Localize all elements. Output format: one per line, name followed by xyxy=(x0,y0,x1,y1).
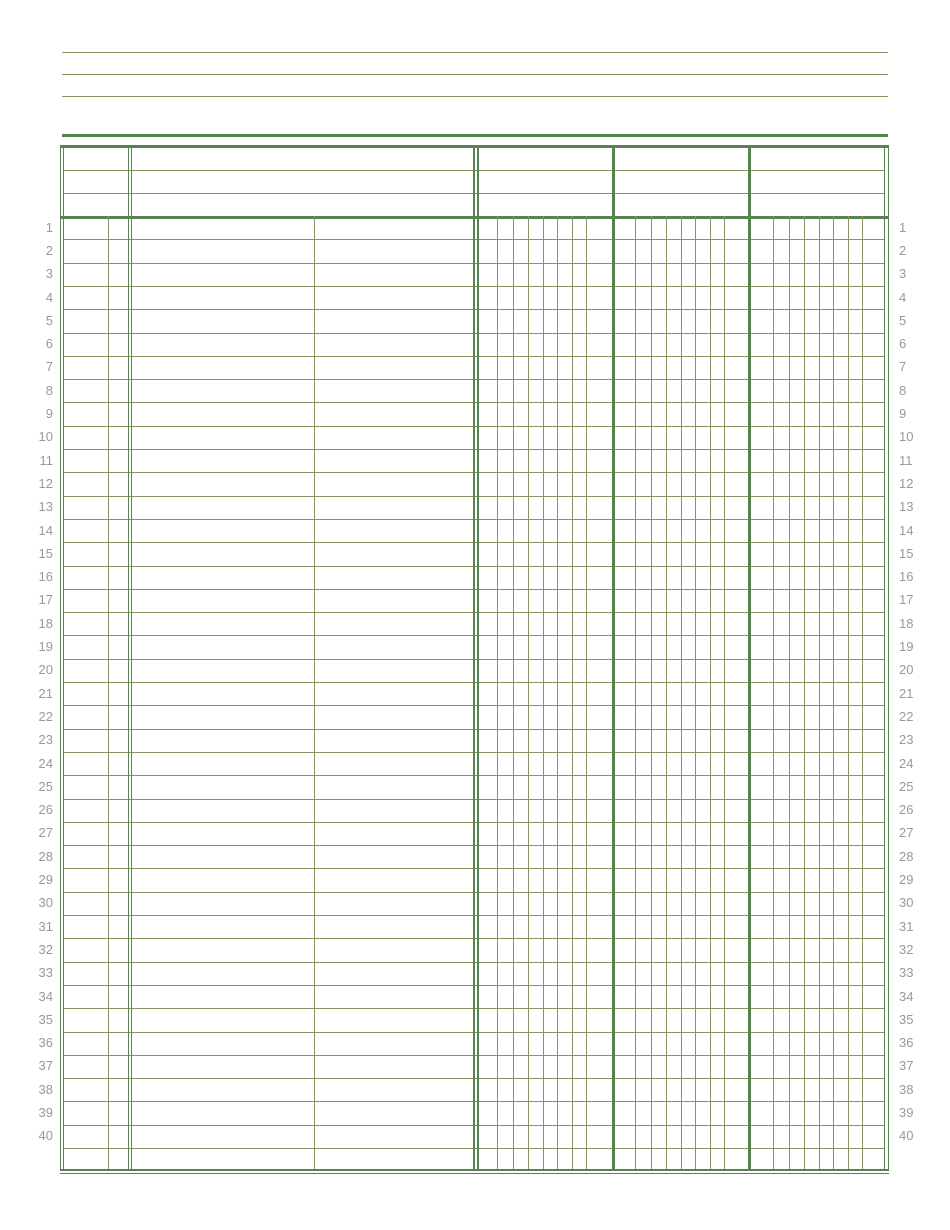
row-number-left: 24 xyxy=(38,756,53,771)
body-column-rule xyxy=(848,216,849,1169)
row-number-left: 6 xyxy=(45,336,53,351)
row-number-left: 28 xyxy=(38,849,53,864)
row-number-left: 21 xyxy=(38,686,53,701)
row-number-right: 1 xyxy=(899,220,907,235)
row-number-left: 35 xyxy=(38,1012,53,1027)
body-column-rule xyxy=(543,216,544,1169)
date-column-double-rule-a xyxy=(128,145,129,1171)
row-number-left: 23 xyxy=(38,732,53,747)
body-column-rule xyxy=(635,216,636,1169)
body-column-rule xyxy=(724,216,725,1169)
row-number-right: 22 xyxy=(899,709,914,724)
row-number-right: 8 xyxy=(899,383,907,398)
row-number-left: 34 xyxy=(38,989,53,1004)
row-number-right: 38 xyxy=(899,1082,914,1097)
row-number-right: 16 xyxy=(899,569,914,584)
row-number-right: 9 xyxy=(899,406,907,421)
row-number-left: 29 xyxy=(38,872,53,887)
body-column-rule xyxy=(789,216,790,1169)
row-number-right: 23 xyxy=(899,732,914,747)
row-number-left: 19 xyxy=(38,639,53,654)
row-number-right: 34 xyxy=(899,989,914,1004)
row-number-right: 10 xyxy=(899,429,914,444)
row-number-left: 8 xyxy=(45,383,53,398)
body-column-rule xyxy=(497,216,498,1169)
table-bottom-border-2 xyxy=(60,1173,889,1174)
row-number-left: 31 xyxy=(38,919,53,934)
row-number-left: 16 xyxy=(38,569,53,584)
row-number-right: 36 xyxy=(899,1035,914,1050)
writein-line xyxy=(62,52,888,53)
body-column-rule xyxy=(681,216,682,1169)
left-border-outer xyxy=(60,145,61,1171)
row-number-right: 13 xyxy=(899,499,914,514)
row-number-left: 1 xyxy=(45,220,53,235)
row-number-left: 26 xyxy=(38,802,53,817)
row-number-right: 17 xyxy=(899,592,914,607)
body-column-rule xyxy=(586,216,587,1169)
row-number-right: 33 xyxy=(899,965,914,980)
body-column-rule xyxy=(695,216,696,1169)
body-column-rule xyxy=(557,216,558,1169)
row-number-left: 39 xyxy=(38,1105,53,1120)
group3-heavy-rule xyxy=(748,145,751,1171)
row-number-right: 32 xyxy=(899,942,914,957)
row-number-right: 12 xyxy=(899,476,914,491)
row-number-left: 33 xyxy=(38,965,53,980)
row-number-right: 27 xyxy=(899,825,914,840)
row-number-left: 37 xyxy=(38,1058,53,1073)
row-number-right: 29 xyxy=(899,872,914,887)
body-column-rule xyxy=(773,216,774,1169)
body-column-rule xyxy=(651,216,652,1169)
row-number-right: 37 xyxy=(899,1058,914,1073)
ledger-grid xyxy=(60,145,889,1175)
right-border-outer xyxy=(888,145,889,1171)
body-column-rule xyxy=(666,216,667,1169)
row-number-right: 4 xyxy=(899,290,907,305)
row-number-right: 15 xyxy=(899,546,914,561)
group1-double-rule-b xyxy=(477,145,479,1171)
row-number-left: 4 xyxy=(45,290,53,305)
row-number-left: 15 xyxy=(38,546,53,561)
group1-double-rule-a xyxy=(473,145,475,1171)
row-number-left: 36 xyxy=(38,1035,53,1050)
row-number-right: 25 xyxy=(899,779,914,794)
row-number-right: 19 xyxy=(899,639,914,654)
body-column-rule xyxy=(513,216,514,1169)
row-number-left: 5 xyxy=(45,313,53,328)
row-number-right: 31 xyxy=(899,919,914,934)
row-number-right: 6 xyxy=(899,336,907,351)
row-number-right: 39 xyxy=(899,1105,914,1120)
row-number-left: 2 xyxy=(45,243,53,258)
writein-line xyxy=(62,96,888,97)
row-number-right: 3 xyxy=(899,266,907,281)
row-number-left: 30 xyxy=(38,895,53,910)
row-number-left: 38 xyxy=(38,1082,53,1097)
row-number-right: 35 xyxy=(899,1012,914,1027)
row-number-left: 10 xyxy=(38,429,53,444)
row-number-right: 26 xyxy=(899,802,914,817)
row-number-left: 25 xyxy=(38,779,53,794)
row-number-left: 12 xyxy=(38,476,53,491)
row-number-left: 13 xyxy=(38,499,53,514)
row-number-right: 18 xyxy=(899,616,914,631)
row-number-right: 40 xyxy=(899,1128,914,1143)
row-number-right: 11 xyxy=(899,453,913,468)
right-border-inner xyxy=(884,145,885,1171)
row-number-left: 32 xyxy=(38,942,53,957)
row-number-left: 20 xyxy=(38,662,53,677)
row-number-right: 7 xyxy=(899,359,907,374)
row-number-right: 20 xyxy=(899,662,914,677)
row-number-left: 27 xyxy=(38,825,53,840)
body-column-rule xyxy=(572,216,573,1169)
row-number-right: 30 xyxy=(899,895,914,910)
row-number-right: 5 xyxy=(899,313,907,328)
body-column-rule xyxy=(528,216,529,1169)
row-number-left: 11 xyxy=(39,453,53,468)
left-border-inner xyxy=(63,145,64,1171)
separator-heavy-rule xyxy=(62,134,888,137)
row-number-left: 18 xyxy=(38,616,53,631)
row-number-left: 3 xyxy=(45,266,53,281)
body-column-rule xyxy=(819,216,820,1169)
body-column-rule xyxy=(710,216,711,1169)
body-column-rule xyxy=(108,216,109,1169)
row-number-right: 14 xyxy=(899,523,914,538)
row-number-right: 24 xyxy=(899,756,914,771)
row-number-right: 28 xyxy=(899,849,914,864)
row-number-left: 17 xyxy=(38,592,53,607)
row-number-right: 2 xyxy=(899,243,907,258)
body-column-rule xyxy=(804,216,805,1169)
row-number-left: 22 xyxy=(38,709,53,724)
row-number-left: 7 xyxy=(45,359,53,374)
group2-heavy-rule xyxy=(612,145,615,1171)
row-number-left: 14 xyxy=(38,523,53,538)
body-column-rule xyxy=(314,216,315,1169)
row-number-left: 9 xyxy=(45,406,53,421)
writein-line xyxy=(62,74,888,75)
body-column-rule xyxy=(833,216,834,1169)
row-number-right: 21 xyxy=(899,686,914,701)
body-column-rule xyxy=(862,216,863,1169)
date-column-double-rule-b xyxy=(131,145,132,1171)
row-number-left: 40 xyxy=(38,1128,53,1143)
